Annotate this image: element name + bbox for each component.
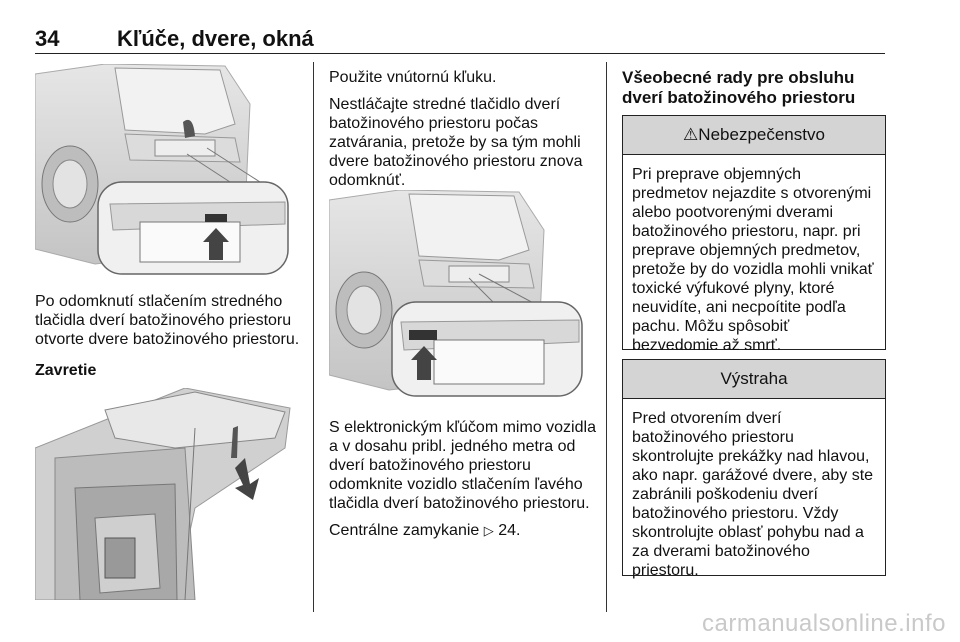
col3-heading: Všeobecné rady pre obsluhu dverí batožinového priestoru	[622, 68, 856, 107]
warning-body: Pred otvorením dverí batožinového priestoru skontrolujte prekážky nad hlavou, ako napr. garážové dvere, aby ste zabránili poškodeniu dverí batožinového priestoru. Vždy skontrolujte oblasť pohybu nad a za dverami batožinového priestoru.	[632, 410, 874, 579]
danger-header	[623, 116, 885, 155]
tailgate-closing-illustration	[35, 388, 298, 600]
col2-para2: Nestláčajte stredné tlačidlo dverí batožinového priestoru počas zatvárania, pretože by sa tým mohli dvere batožinového priestoru znova odomknúť.	[329, 96, 583, 189]
danger-body: Pri preprave objemných predmetov nejazdite s otvorenými alebo pootvorenými dverami batožinového priestoru, napr. pri preprave objemných predmetov, pretože by do vozidla mohli vnikať toxické výfukové plyny, ktoré neuvidíte, ani necpoítite podľa pachu. Môžu spôsobiť bezvedomie až smrť.	[632, 166, 874, 354]
col1-subheading: Zavretie	[35, 362, 97, 379]
warning-box	[622, 359, 886, 579]
warning-header	[623, 360, 885, 399]
col2-text-top	[329, 68, 601, 198]
col2-para4	[329, 521, 601, 540]
page-header	[35, 23, 885, 54]
column-divider-2	[606, 62, 607, 612]
col1-para1: Po odomknutí stlačením stredného tlačidla dverí batožinového priestoru otvorte dvere batožinového priestoru.	[35, 293, 300, 348]
tailgate-button-illustration	[35, 64, 298, 276]
danger-box	[622, 115, 886, 354]
page-title: Kľúče, dvere, okná	[117, 26, 314, 51]
tailgate-left-button-illustration	[329, 190, 592, 400]
col2-text-bottom	[329, 418, 601, 548]
page-reference-icon: ▷	[483, 523, 494, 538]
warning-triangle-icon: ⚠	[683, 125, 699, 144]
col2-para1: Použite vnútornú kľuku.	[329, 69, 497, 86]
danger-title: Nebezpečenstvo	[698, 125, 825, 144]
column-divider-1	[313, 62, 314, 612]
col2-para4-text: Centrálne zamykanie	[329, 522, 480, 539]
col2-para4-ref: 24.	[498, 522, 521, 539]
page-number: 34	[35, 26, 60, 51]
footer-watermark: carmanualsonline.info	[702, 610, 946, 637]
col1-paragraph	[35, 292, 305, 388]
col2-para3: S elektronickým kľúčom mimo vozidla a v dosahu pribl. jedného metra od dverí batožinového priestoru odomknite vozidlo stlačením ľavého tlačidla dverí batožinového priestoru.	[329, 419, 596, 512]
warning-title: Výstraha	[720, 369, 788, 388]
